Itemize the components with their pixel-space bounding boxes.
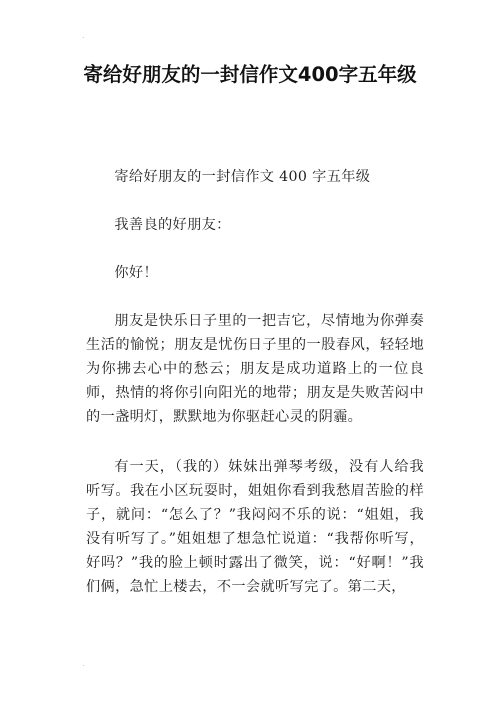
document-title: 寄给好朋友的一封信作文400字五年级 bbox=[83, 63, 417, 86]
document-body bbox=[86, 165, 424, 623]
body-paragraph: 朋友是快乐日子里的一把吉它，尽情地为你弹奏生活的愉悦；朋友是忧伤日子里的一股春风，轻轻地为你拂去心中的愁云；朋友是成功道路上的一位良师，热情的将你引向阳光的地带；朋友是失败苦闷中的一盏明灯，默默地为你驱赶心灵的阴霾。 bbox=[86, 313, 424, 425]
corner-mark: . bbox=[82, 659, 85, 668]
corner-mark: . bbox=[82, 31, 85, 40]
body-paragraph-heading: 寄给好朋友的一封信作文 400 字五年级 bbox=[114, 169, 371, 185]
body-paragraph-greeting: 你好！ bbox=[114, 265, 159, 281]
body-paragraph-salutation: 我善良的好朋友： bbox=[114, 217, 231, 233]
body-paragraph: 有一天，（我的）妹妹出弹琴考级，没有人给我听写。我在小区玩耍时，姐姐你看到我愁眉苦脸的样子，就问：“怎么了？”我闷闷不乐的说：“姐姐，我没有听写了。”姐姐想了想急忙说道：“我帮你听写，好吗？”我的脸上顿时露出了微笑，说：“好啊！”我们俩，急忙上楼去，不一会就听写完了。第二天， bbox=[86, 459, 424, 595]
